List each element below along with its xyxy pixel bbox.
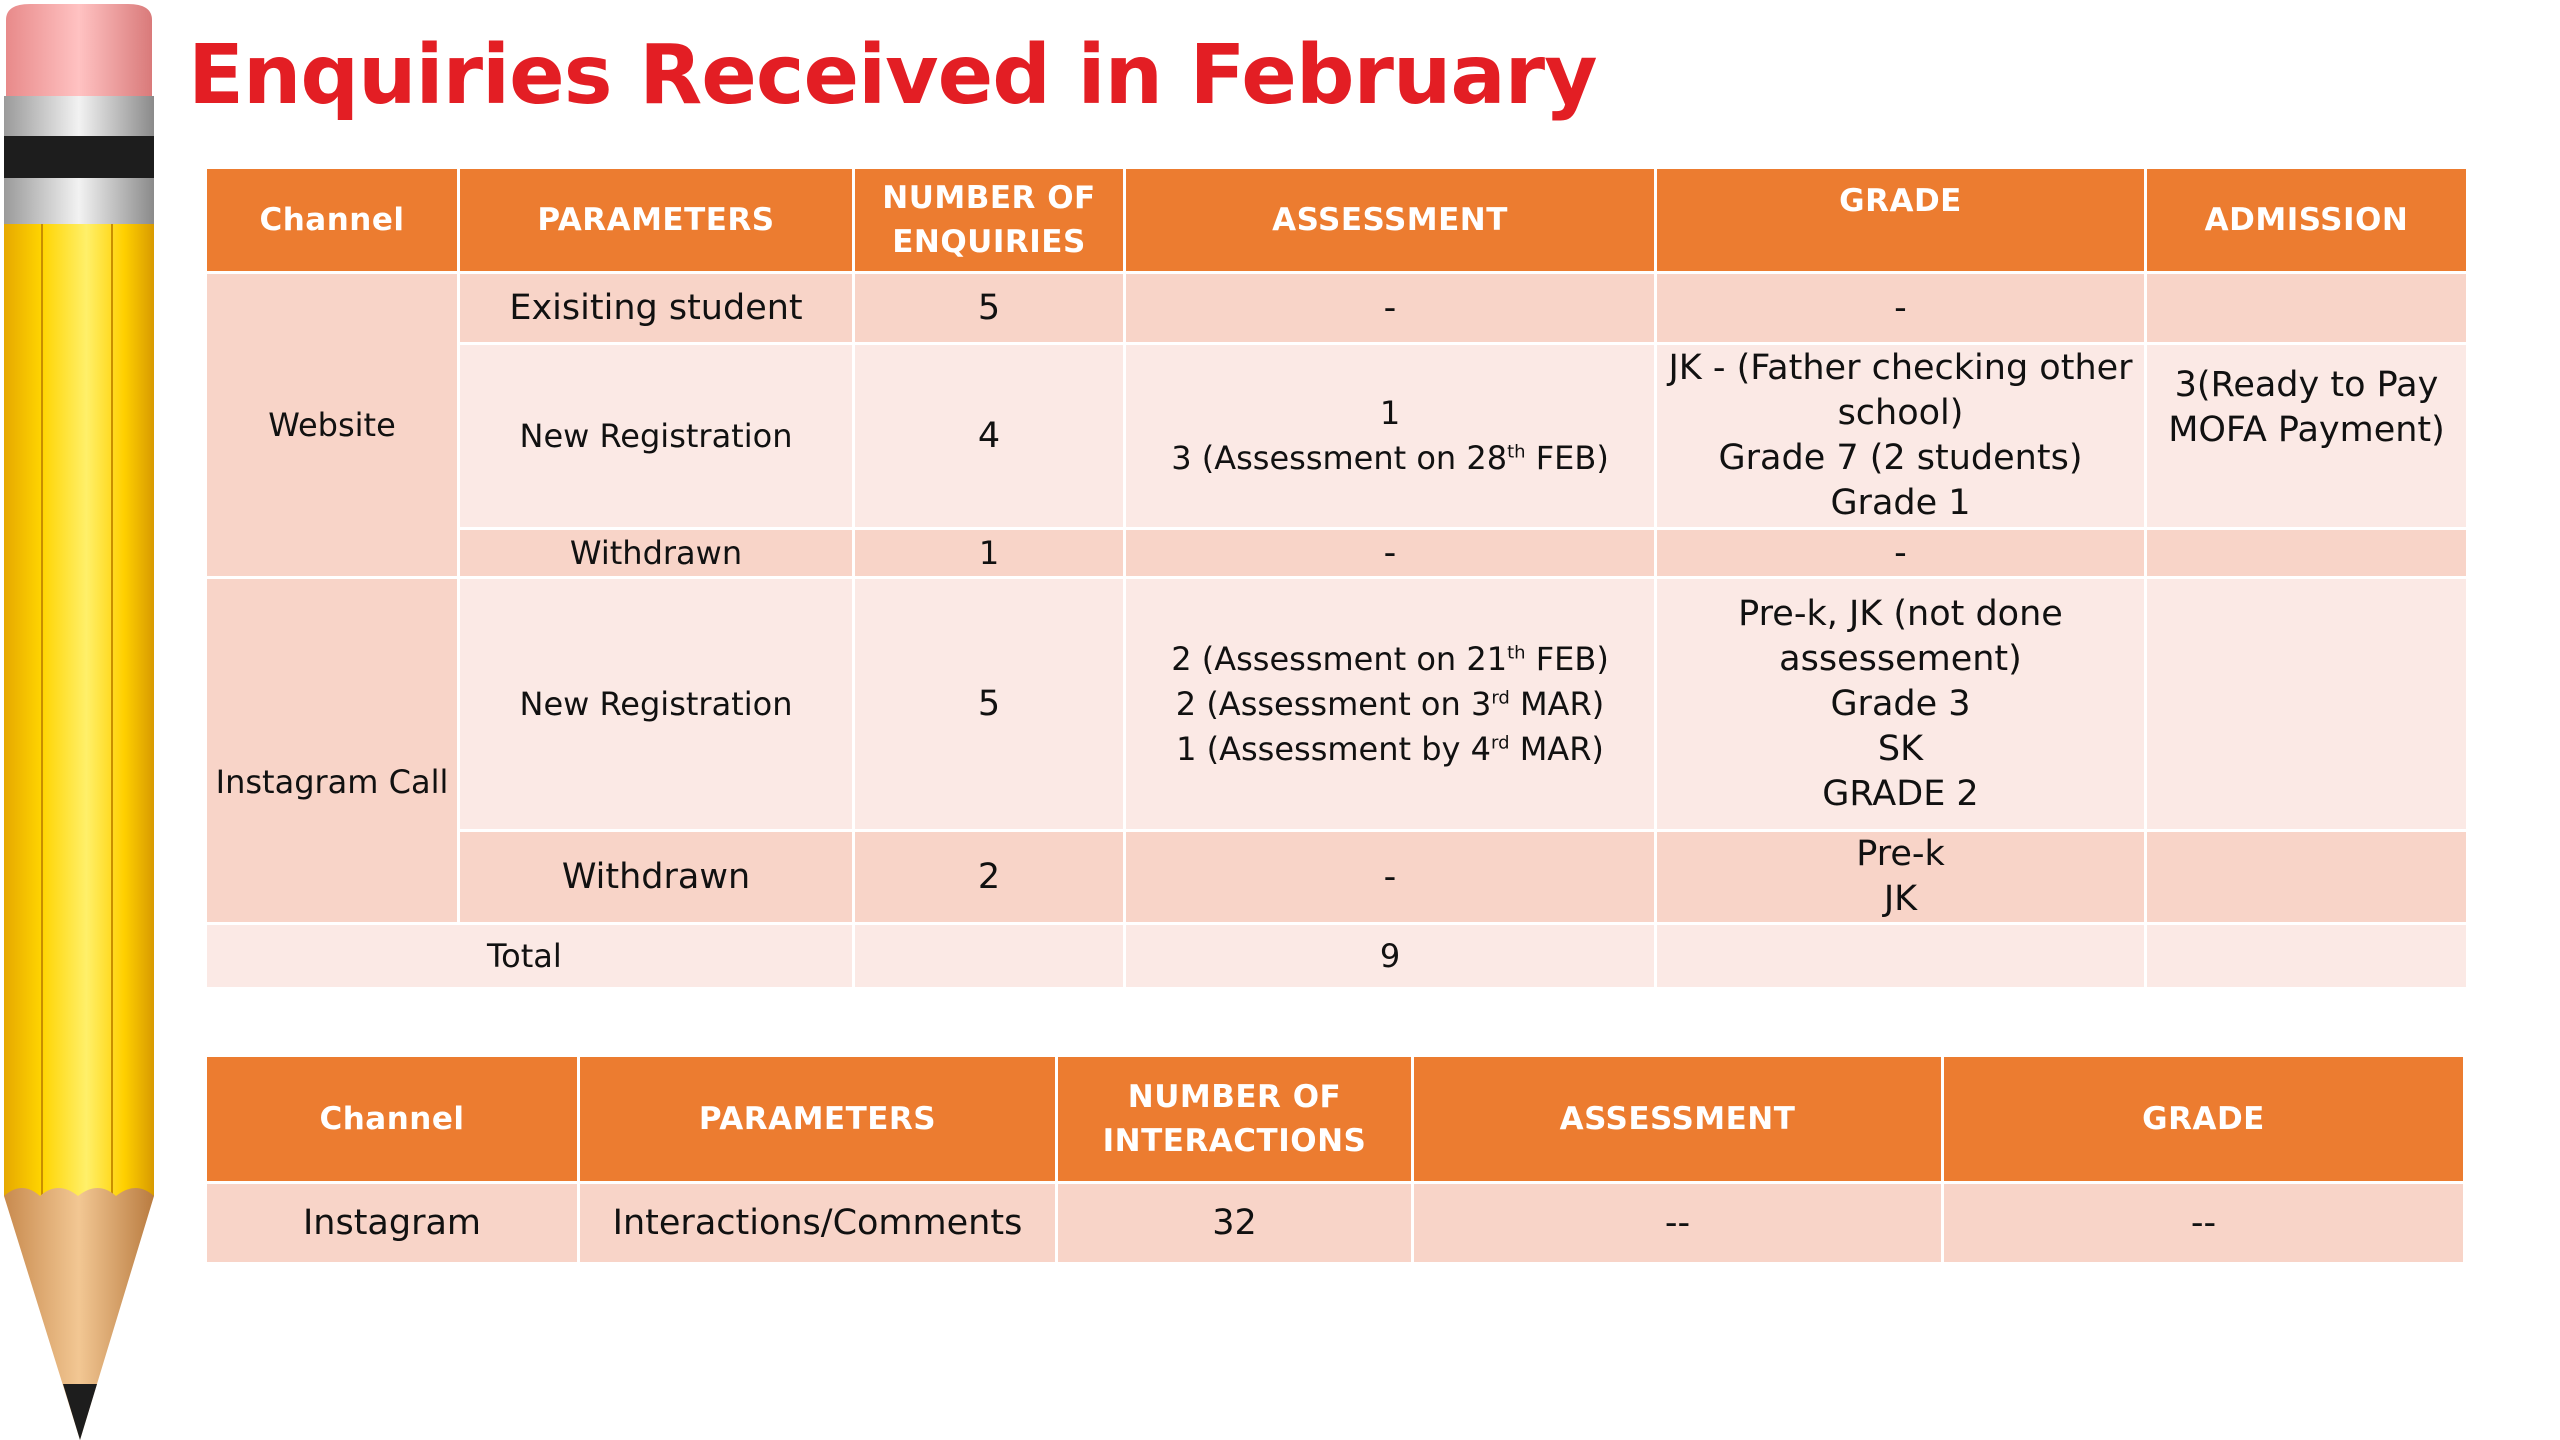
grade-line: Grade 1 bbox=[1830, 483, 1971, 523]
assessment-line bbox=[1132, 637, 1648, 682]
page-title: Enquiries Received in February bbox=[188, 28, 1597, 123]
admission-cell bbox=[2147, 274, 2466, 342]
grade-cell bbox=[1657, 345, 2144, 527]
assessment-cell bbox=[1126, 579, 1654, 829]
header-count-line1: NUMBER OF bbox=[1127, 1079, 1342, 1115]
interactions-header-row bbox=[207, 1057, 2463, 1181]
admission-line: MOFA Payment) bbox=[2168, 410, 2445, 450]
assessment-cell: -- bbox=[1414, 1184, 1941, 1262]
table-row bbox=[207, 1184, 2463, 1262]
grade-line: Pre-k, JK (not done bbox=[1738, 593, 2063, 634]
assessment-text: 2 (Assessment on 21 bbox=[1171, 639, 1508, 678]
assessment-line: 1 bbox=[1379, 394, 1401, 432]
header-assessment: ASSESSMENT bbox=[1126, 169, 1654, 271]
header-admission: ADMISSION bbox=[2147, 169, 2466, 271]
grade-line: GRADE 2 bbox=[1822, 773, 1979, 814]
admission-cell bbox=[2147, 530, 2466, 576]
header-parameters: PARAMETERS bbox=[460, 169, 852, 271]
channel-instagram-call: Instagram Call bbox=[207, 579, 457, 922]
grade-line: JK - (Father checking other bbox=[1668, 348, 2133, 388]
count-cell: 1 bbox=[855, 530, 1123, 576]
parameter-cell: Exisiting student bbox=[460, 274, 852, 342]
grade-line: Grade 7 (2 students) bbox=[1718, 438, 2083, 478]
assessment-text: MAR) bbox=[1509, 729, 1604, 768]
grade-line: Pre-k bbox=[1856, 834, 1945, 874]
header-parameters: PARAMETERS bbox=[580, 1057, 1055, 1181]
admission-cell bbox=[2147, 832, 2466, 922]
header-channel: Channel bbox=[207, 169, 457, 271]
grade-cell bbox=[1657, 832, 2144, 922]
assessment-cell: - bbox=[1126, 274, 1654, 342]
pencil-icon bbox=[0, 0, 160, 1440]
count-cell: 2 bbox=[855, 832, 1123, 922]
parameter-cell: Withdrawn bbox=[460, 832, 852, 922]
grade-cell: - bbox=[1657, 530, 2144, 576]
assessment-line bbox=[1132, 727, 1648, 772]
assessment-text: FEB) bbox=[1525, 439, 1609, 477]
grade-line: school) bbox=[1837, 393, 1964, 433]
count-cell: 4 bbox=[855, 345, 1123, 527]
grade-line: Grade 3 bbox=[1830, 683, 1971, 724]
ordinal-suffix: th bbox=[1507, 641, 1526, 663]
header-assessment: ASSESSMENT bbox=[1414, 1057, 1941, 1181]
grade-cell: -- bbox=[1944, 1184, 2463, 1262]
assessment-line bbox=[1132, 436, 1648, 481]
channel-cell: Instagram bbox=[207, 1184, 577, 1262]
grade-cell: - bbox=[1657, 274, 2144, 342]
total-label: Total bbox=[207, 925, 852, 987]
ordinal-suffix: th bbox=[1507, 441, 1526, 463]
table-row bbox=[207, 345, 2466, 527]
parameter-cell: New Registration bbox=[460, 579, 852, 829]
assessment-text: 3 (Assessment on 28 bbox=[1171, 439, 1508, 477]
table-row bbox=[207, 579, 2466, 829]
parameter-cell: Withdrawn bbox=[460, 530, 852, 576]
total-value: 9 bbox=[1126, 925, 1654, 987]
enquiries-table bbox=[204, 166, 2469, 990]
parameter-cell: New Registration bbox=[460, 345, 852, 527]
count-cell: 5 bbox=[855, 274, 1123, 342]
channel-website: Website bbox=[207, 274, 457, 576]
grade-line: JK bbox=[1883, 879, 1918, 919]
ordinal-suffix: rd bbox=[1491, 731, 1510, 753]
header-count-line2: INTERACTIONS bbox=[1102, 1123, 1367, 1159]
assessment-text: MAR) bbox=[1509, 684, 1605, 723]
enquiries-header-row bbox=[207, 169, 2466, 271]
admission-line: 3(Ready to Pay bbox=[2174, 365, 2439, 405]
interactions-table bbox=[204, 1054, 2466, 1265]
admission-cell bbox=[2147, 345, 2466, 527]
table-row bbox=[207, 832, 2466, 922]
grade-line: SK bbox=[1877, 728, 1924, 769]
table-row bbox=[207, 530, 2466, 576]
grade-cell bbox=[1657, 579, 2144, 829]
admission-cell bbox=[2147, 579, 2466, 829]
header-count-line1: NUMBER OF bbox=[882, 180, 1096, 216]
assessment-text: FEB) bbox=[1525, 639, 1609, 678]
header-grade: GRADE bbox=[1657, 169, 2144, 271]
assessment-cell bbox=[1126, 345, 1654, 527]
assessment-cell: - bbox=[1126, 832, 1654, 922]
assessment-cell: - bbox=[1126, 530, 1654, 576]
assessment-text: 2 (Assessment on 3 bbox=[1175, 684, 1492, 723]
ordinal-suffix: rd bbox=[1491, 686, 1510, 708]
assessment-text: 1 (Assessment by 4 bbox=[1176, 729, 1491, 768]
count-cell: 32 bbox=[1058, 1184, 1411, 1262]
assessment-line bbox=[1132, 682, 1648, 727]
header-number-of-enquiries bbox=[855, 169, 1123, 271]
count-cell: 5 bbox=[855, 579, 1123, 829]
header-number-of-interactions bbox=[1058, 1057, 1411, 1181]
parameter-cell: Interactions/Comments bbox=[580, 1184, 1055, 1262]
header-grade: GRADE bbox=[1944, 1057, 2463, 1181]
table-row bbox=[207, 274, 2466, 342]
total-count-cell bbox=[855, 925, 1123, 987]
total-grade-cell bbox=[1657, 925, 2144, 987]
header-channel: Channel bbox=[207, 1057, 577, 1181]
total-row bbox=[207, 925, 2466, 987]
total-admission-cell bbox=[2147, 925, 2466, 987]
grade-line: assessement) bbox=[1779, 638, 2022, 679]
header-count-line2: ENQUIRIES bbox=[892, 224, 1086, 260]
